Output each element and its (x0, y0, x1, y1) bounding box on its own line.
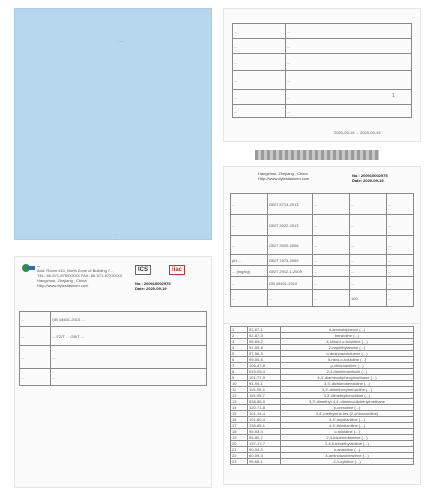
table-cell: 1 (231, 327, 248, 333)
table-row (231, 236, 414, 255)
table-cell: p-chloroaniline (...) (281, 363, 414, 369)
table-cell: 139-65-1 (248, 423, 281, 429)
table-cell: 3,3'-dichlorobenzidine (...) (281, 381, 414, 387)
table-cell: ... (313, 236, 350, 255)
table-cell: ... (286, 71, 412, 90)
amine-list-table (230, 326, 414, 465)
table-cell: 4 (231, 345, 248, 351)
table-row (20, 369, 207, 386)
table-cell: ... (mg/kg) (231, 266, 268, 277)
table-cell: 13 (231, 399, 248, 405)
table-cell: ... (350, 266, 387, 277)
table-cell: 2,4-toluenediamine (...) (281, 435, 414, 441)
table-row (233, 24, 412, 39)
table-cell: 91-59-8 (248, 345, 281, 351)
table-cell: 7 (231, 363, 248, 369)
table-cell: 12 (231, 393, 248, 399)
table-cell: 4,4'-thiodianiline (...) (281, 423, 414, 429)
table-cell: 4,4'-oxydianiline (...) (281, 417, 414, 423)
table-cell: 91-94-1 (248, 381, 281, 387)
table-cell: 23 (231, 459, 248, 465)
table-cell: ... (231, 236, 268, 255)
table-row (20, 346, 207, 369)
table-cell: ... (313, 277, 350, 290)
table-cell: 2,4-diaminoanisole (...) (281, 369, 414, 375)
table-row (233, 105, 412, 118)
table-cell: 8 (231, 369, 248, 375)
table-cell: 14 (231, 405, 248, 411)
table-cell: 95-80-7 (248, 435, 281, 441)
table-cell: 11 (231, 387, 248, 393)
table-cell: GB/T 2912.1-2009 (268, 266, 313, 277)
table-cell: ... (233, 71, 286, 90)
table-cell: 10 (231, 381, 248, 387)
table-cell: o-anisidine (...) (281, 447, 414, 453)
table-cell: 3,3'-dimethylbenzidine (...) (281, 393, 414, 399)
table-cell: ... (51, 369, 207, 386)
table-cell: ... (233, 105, 286, 118)
table-cell: ... (233, 54, 286, 71)
report-page-3 (14, 256, 212, 488)
table-cell: 90-04-0 (248, 447, 281, 453)
table-cell: ... (350, 194, 387, 215)
table-cell: ... (286, 39, 412, 54)
table-cell: ... FZ/T ... GB/T ... (51, 327, 207, 346)
table-cell: 97-56-3 (248, 351, 281, 357)
table-cell: ... (387, 290, 414, 307)
table-cell: ... (387, 194, 414, 215)
table-cell: 2-naphthylamine (...) (281, 345, 414, 351)
table-cell: GB/T 7573-2009 (268, 255, 313, 266)
table-row (233, 54, 412, 71)
table-cell: 106-47-8 (248, 363, 281, 369)
table-cell: GB/T 3920-2008 (268, 236, 313, 255)
table-cell: ... (387, 255, 414, 266)
table-cell: 95-69-2 (248, 339, 281, 345)
ilac-badge: ilac (169, 265, 185, 275)
table-cell: 4,4'-methylene-bis-(2-chloroaniline) (281, 411, 414, 417)
test-results-table (230, 193, 414, 307)
table-cell: ... (231, 290, 268, 307)
table-cell: 6 (231, 357, 248, 363)
table-cell: 4,4'-diaminodiphenylmethane (...) (281, 375, 414, 381)
table-cell: 119-90-4 (248, 387, 281, 393)
table-cell: 838-88-0 (248, 399, 281, 405)
table-cell: ... (313, 215, 350, 236)
table-row (20, 327, 207, 346)
table-row (233, 39, 412, 54)
table-cell: 3,3'-dimethoxybenzidine (...) (281, 387, 414, 393)
org-address: Add: Room 410, North Zone of Building 7... (37, 268, 114, 273)
table-cell: 92-87-5 (248, 333, 281, 339)
table-cell: ... (313, 255, 350, 266)
table-cell: o-aminoazotoluene (...) (281, 351, 414, 357)
report-number: No.: 200910002975 (135, 281, 171, 286)
table-cell: ... (20, 346, 51, 369)
table-row (233, 90, 412, 105)
small-value: 1 (392, 93, 395, 99)
page3-report-meta (135, 281, 171, 291)
table-cell: 20 (231, 441, 248, 447)
table-cell: ... (233, 24, 286, 39)
table-cell: 120-71-8 (248, 405, 281, 411)
table-cell: ... (313, 266, 350, 277)
table-cell: 99-55-8 (248, 357, 281, 363)
cover-title: ... (117, 37, 125, 44)
table-cell: ... (286, 105, 412, 118)
standards-table (19, 311, 207, 386)
table-cell: GB 18401-2010 (268, 277, 313, 290)
org-city: Hangzhou, Zhejiang , China (37, 278, 87, 283)
table-cell: 137-17-7 (248, 441, 281, 447)
table-cell: ... (20, 327, 51, 346)
table-cell: 100 (350, 290, 387, 307)
table-cell: ... (350, 255, 387, 266)
org-tel: TEL: 86-571-8759XXXX FAX: 86-571-87XXXXX (37, 273, 123, 278)
table-row (231, 255, 414, 266)
table-cell: 101-14-4 (248, 411, 281, 417)
header-website: Http://www.dytestasinen.com (258, 176, 310, 181)
table-cell: ... (233, 90, 286, 105)
report-page-2 (223, 166, 421, 325)
table-cell: 5 (231, 351, 248, 357)
table-cell: 5-nitro-o-toluidine (...) (281, 357, 414, 363)
ics-badge: ICS (135, 265, 151, 275)
table-cell: 4-aminoazobenzene (...) (281, 453, 414, 459)
table-cell: ... (387, 266, 414, 277)
table-cell: ... (387, 236, 414, 255)
redacted-strip (255, 150, 379, 160)
company-logo-icon (21, 263, 35, 273)
table-cell: 3,3'-dimethyl-4,4'-diaminodiphenylmethane (281, 399, 414, 405)
page3-header (37, 263, 127, 288)
table-cell: 21 (231, 447, 248, 453)
table-row (231, 459, 414, 465)
table-cell: 9 (231, 375, 248, 381)
table-cell: ... (313, 290, 350, 307)
table-cell: ... (20, 312, 51, 327)
table-cell: GB/T 5713-2013 (268, 194, 313, 215)
table-cell: ... (286, 54, 412, 71)
table-cell: ... (387, 277, 414, 290)
table-cell: ... (268, 290, 313, 307)
table-row (231, 215, 414, 236)
table-cell: ... (350, 236, 387, 255)
cover-bottom-text: ... (113, 231, 119, 237)
table-cell: ... (313, 194, 350, 215)
report-table-1 (232, 23, 412, 118)
table-row (20, 312, 207, 327)
table-row (231, 290, 414, 307)
page2-header (258, 171, 309, 181)
table-row (231, 266, 414, 277)
table-cell: ... (231, 194, 268, 215)
table-cell: 16 (231, 417, 248, 423)
org-name: ... (37, 263, 41, 268)
table-cell: 4-aminobiphenyl (...) (281, 327, 414, 333)
table-cell: ... (350, 277, 387, 290)
table-cell: 15 (231, 411, 248, 417)
table-cell: 615-05-4 (248, 369, 281, 375)
table-cell: 18 (231, 429, 248, 435)
page2-report-meta (352, 173, 388, 183)
table-cell: ... (231, 277, 268, 290)
table-cell: ... (350, 215, 387, 236)
table-cell: GB/T 3922-2013 (268, 215, 313, 236)
header-city: Hangzhou, Zhejiang , China (258, 171, 308, 176)
table-cell: 17 (231, 423, 248, 429)
table-cell: 119-93-7 (248, 393, 281, 399)
report-date: Date: 2020-09-19 (135, 286, 167, 291)
report-page-4 (223, 323, 421, 485)
table-cell: 3 (231, 339, 248, 345)
table-cell: ... (20, 369, 51, 386)
table-cell: 2,4-xylidine (...) (281, 459, 414, 465)
table-cell: 22 (231, 453, 248, 459)
table-cell: GB 18401-2010 ... (51, 312, 207, 327)
table-row (231, 194, 414, 215)
org-website: Http://www.dytestasinen.com (37, 283, 89, 288)
table-cell: 2,4,5-trimethylaniline (...) (281, 441, 414, 447)
table-cell: ... (231, 215, 268, 236)
table-cell: 19 (231, 435, 248, 441)
date-line: 2020-09-19 ... 2020-09-19 (334, 130, 381, 135)
table-cell: p-cresidine (...) (281, 405, 414, 411)
report-date: Date: 2020-09-19 (352, 178, 384, 183)
table-cell: 95-68-1 (248, 459, 281, 465)
table-cell: ... (233, 39, 286, 54)
table-cell: 92-67-1 (248, 327, 281, 333)
table-cell: o-toluidine (...) (281, 429, 414, 435)
table-cell: 101-80-4 (248, 417, 281, 423)
table-row (233, 71, 412, 90)
report-page-1 (223, 8, 421, 142)
table-cell: ... (286, 90, 412, 105)
table-cell: 2 (231, 333, 248, 339)
table-cell: ... (387, 215, 414, 236)
table-cell: ... (286, 24, 412, 39)
table-cell: pH ... (231, 255, 268, 266)
cover-page (14, 8, 212, 240)
table-cell: benzidine (...) (281, 333, 414, 339)
table-cell: 95-53-4 (248, 429, 281, 435)
table-cell: ... (51, 346, 207, 369)
report-number: No.: 200910002975 (352, 173, 388, 178)
table-cell: 4-chloro-o-toluidine (...) (281, 339, 414, 345)
table-cell: 60-09-3 (248, 453, 281, 459)
table-row (231, 277, 414, 290)
table-cell: 101-77-9 (248, 375, 281, 381)
